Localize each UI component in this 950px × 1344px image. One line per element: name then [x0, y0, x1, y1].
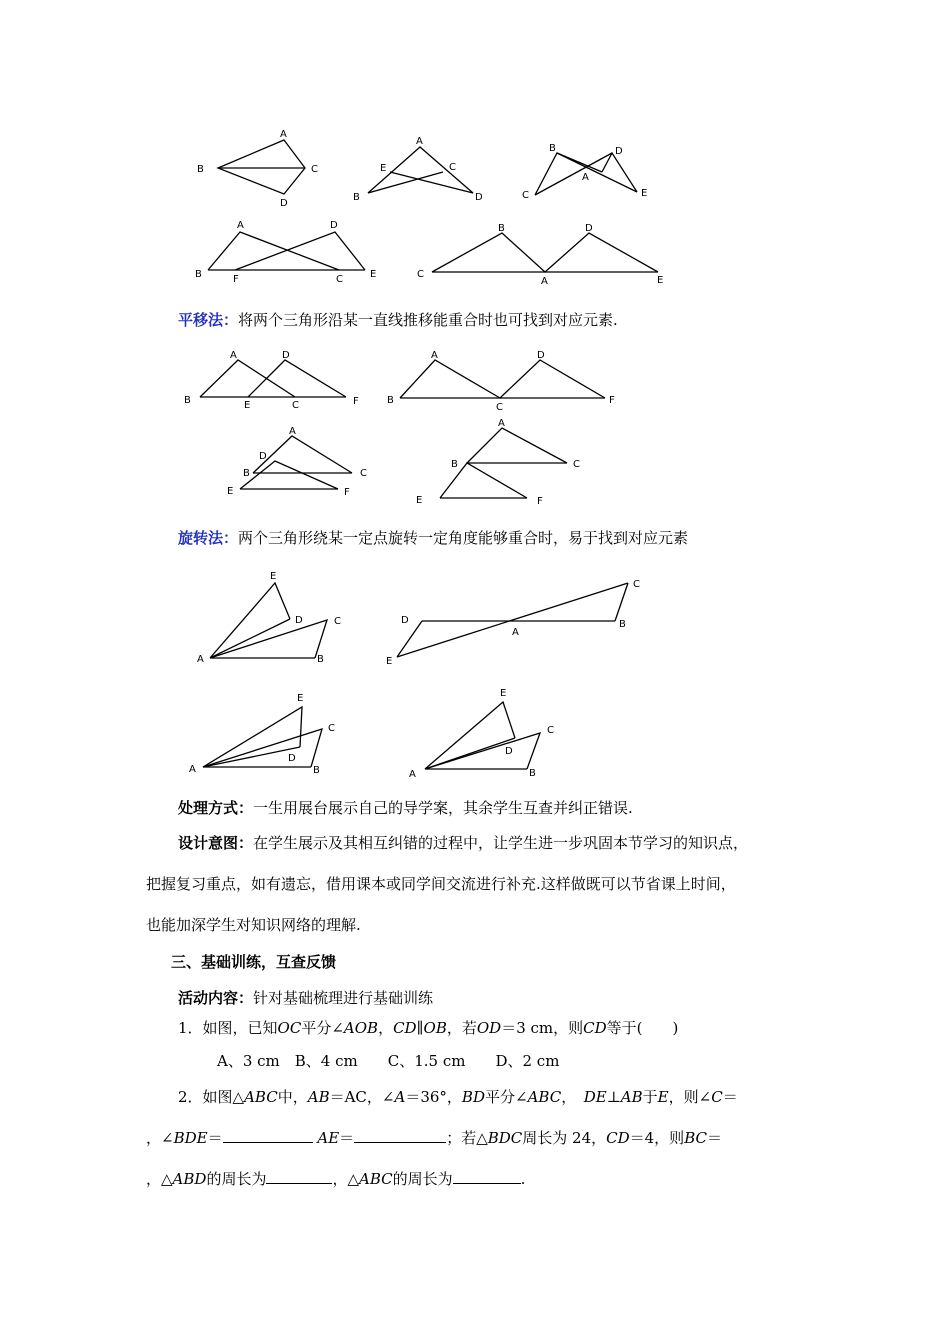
handling-label: 处理方式： [178, 799, 254, 817]
q2-var: A [394, 1088, 406, 1106]
label-c: C [417, 269, 424, 280]
q2-text: ＝4，则 [629, 1129, 685, 1147]
q1-var: AOB [343, 1019, 379, 1037]
answer-blank-bde[interactable] [223, 1128, 313, 1143]
label-d: D [259, 451, 267, 462]
q2-var: AB [307, 1088, 330, 1106]
label-b: B [313, 765, 320, 776]
q2-var: DE [583, 1088, 607, 1106]
figure-crossed-triangles-aebcd [345, 130, 495, 210]
rotation-label: 旋转法： [178, 529, 239, 547]
q2-text: ，则∠ [668, 1088, 712, 1106]
label-d: D [401, 615, 409, 626]
label-f: F [609, 395, 615, 406]
label-c: C [449, 162, 456, 173]
question-2-line-3 [146, 1169, 525, 1189]
translation-text: 将两个三角形沿某一直线推移能重合时也可找到对应元素. [238, 311, 618, 329]
label-c: C [633, 579, 640, 590]
label-b: B [549, 143, 556, 154]
label-a: A [498, 418, 505, 429]
label-c: C [360, 468, 367, 479]
q2-text: . [520, 1170, 526, 1188]
q2-var: AB [620, 1088, 643, 1106]
figure-vertical-angles-cdabe [385, 575, 655, 670]
label-a: A [541, 276, 548, 287]
q2-text: ＝ [207, 1129, 223, 1147]
label-b: B [619, 619, 626, 630]
label-c: C [336, 274, 343, 285]
figure-overlapping-rotation-ecdab [185, 685, 350, 780]
q2-text: ＝AC，∠ [329, 1088, 395, 1106]
figure-mountains-bdcae [410, 220, 680, 290]
label-e: E [416, 495, 423, 506]
q1-text: ＝3 cm，则 [501, 1019, 584, 1037]
label-b: B [197, 164, 204, 175]
q2-text: 2．如图△ [178, 1088, 245, 1106]
q2-text: ＝ [706, 1129, 722, 1147]
label-d: D [288, 753, 296, 764]
translation-label: 平移法： [178, 311, 239, 329]
answer-blank-ae[interactable] [354, 1128, 446, 1143]
label-b: B [529, 768, 536, 779]
label-a: A [431, 350, 438, 361]
q2-var: E [657, 1088, 669, 1106]
design-intent-line-2 [146, 874, 736, 894]
rotation-text: 两个三角形绕某一定点旋转一定角度能够重合时，易于找到对应元素 [238, 529, 689, 547]
activity-content [178, 988, 433, 1008]
q2-text: ＝ [339, 1129, 355, 1147]
section-heading-basic-training: 三、基础训练，互查反馈 [171, 953, 337, 971]
label-e: E [380, 163, 387, 174]
q2-text: 于 [642, 1088, 658, 1106]
q2-text: 的周长为 [392, 1170, 453, 1188]
q2-text: ， [561, 1088, 584, 1106]
q1-text: 平分∠ [301, 1019, 344, 1037]
label-a: A [237, 220, 244, 231]
q2-var: AE [317, 1129, 340, 1147]
q1-var: CD [583, 1019, 607, 1037]
label-d: D [280, 198, 288, 209]
label-d: D [505, 746, 513, 757]
q1-var: OB [423, 1019, 447, 1037]
q2-var: ABC [359, 1170, 393, 1188]
label-a: A [289, 426, 296, 437]
answer-blank-abc-perimeter[interactable] [453, 1169, 521, 1184]
design-intent-line-3 [146, 915, 361, 935]
label-d: D [615, 146, 623, 157]
answer-blank-abd-perimeter[interactable] [266, 1169, 332, 1184]
label-e: E [657, 275, 664, 286]
q2-text: ⊥ [606, 1088, 621, 1106]
label-b: B [184, 395, 191, 406]
q2-text: ，△ [332, 1170, 359, 1188]
q1-text: ∥ [416, 1019, 424, 1037]
q2-text: ＝36°， [405, 1088, 462, 1106]
q2-var: BDE [173, 1129, 208, 1147]
figure-rotation-example-ecdab [405, 680, 570, 780]
label-e: E [641, 188, 648, 199]
q1-text: 1．如图，已知 [178, 1019, 278, 1037]
label-a: A [280, 129, 287, 140]
label-c: C [334, 616, 341, 627]
activity-text: 针对基础梳理进行基础训练 [253, 989, 434, 1007]
label-b: B [451, 459, 458, 470]
rotation-method [178, 528, 688, 548]
q2-text: ；若△ [446, 1129, 488, 1147]
label-c: C [311, 164, 318, 175]
label-c: C [573, 459, 580, 470]
figure-rotated-triangles-edcab [195, 565, 355, 670]
q1-var: OD [476, 1019, 502, 1037]
label-e: E [244, 400, 251, 411]
label-b: B [317, 654, 324, 665]
q1-text: ， [378, 1019, 394, 1037]
q2-text: 周长为 24， [522, 1129, 607, 1147]
label-d: D [475, 192, 483, 203]
label-f: F [353, 396, 359, 407]
label-e: E [297, 693, 304, 704]
label-d: D [330, 220, 338, 231]
translation-method [178, 310, 618, 330]
label-d: D [585, 223, 593, 234]
figure-trapezoid-adbfce [190, 215, 390, 285]
q1-var: CD [393, 1019, 417, 1037]
label-a: A [189, 764, 196, 775]
label-a: A [582, 172, 589, 183]
design-text-1: 在学生展示及其相互纠错的过程中，让学生进一步巩固本节学习的知识点， [253, 834, 749, 852]
label-f: F [537, 496, 543, 507]
question-1-options: A、3 cm B、4 cm C、1.5 cm D、2 cm [217, 1052, 560, 1070]
label-a: A [230, 350, 237, 361]
label-c: C [547, 725, 554, 736]
label-d: D [282, 350, 290, 361]
label-e: E [370, 269, 377, 280]
design-text-2: 把握复习重点，如有遗忘，借用课本或同学间交流进行补充.这样做既可以节省课上时间， [146, 875, 736, 893]
label-a: A [409, 769, 416, 780]
q2-text: 的周长为 [206, 1170, 267, 1188]
activity-label: 活动内容： [178, 989, 254, 1007]
figure-vertical-shift-adbcef [225, 420, 380, 500]
label-b: B [498, 223, 505, 234]
label-a: A [197, 654, 204, 665]
figure-bowtie-bdace [515, 135, 665, 210]
q2-text: 中， [277, 1088, 308, 1106]
label-b: B [387, 395, 394, 406]
figure-quadrilateral-abcd [190, 125, 340, 210]
label-c: C [522, 190, 529, 201]
q2-var: C [711, 1088, 723, 1106]
q2-text: 平分∠ [484, 1088, 528, 1106]
handling-text: 一生用展台展示自己的导学案，其余学生互查并纠正错误. [253, 799, 633, 817]
design-intent-line-1 [178, 833, 748, 853]
q1-text: 等于( ) [606, 1019, 679, 1037]
figure-stacked-triangles-abcef [410, 415, 595, 510]
q2-var: ABC [527, 1088, 562, 1106]
label-b: B [195, 269, 202, 280]
design-text-3: 也能加深学生对知识网络的理解. [146, 916, 361, 934]
q2-var: ABC [244, 1088, 278, 1106]
q2-var: BC [684, 1129, 707, 1147]
q1-text: ，若 [446, 1019, 477, 1037]
q2-text: ＝ [722, 1088, 738, 1106]
question-1 [178, 1018, 678, 1038]
label-c: C [496, 402, 503, 413]
label-e: E [270, 571, 277, 582]
q2-text: ，∠ [146, 1129, 174, 1147]
label-d: D [537, 350, 545, 361]
q2-var: BD [461, 1088, 485, 1106]
figure-adjacent-triangles-adbcf [385, 345, 625, 415]
question-2-line-2 [146, 1128, 722, 1148]
label-c: C [292, 400, 299, 411]
label-d: D [295, 615, 303, 626]
label-e: E [500, 688, 507, 699]
label-c: C [328, 723, 335, 734]
figure-sliding-triangles-adbecf [180, 345, 370, 410]
label-e: E [227, 486, 234, 497]
q2-var: CD [606, 1129, 630, 1147]
label-b: B [353, 192, 360, 203]
design-label: 设计意图： [178, 834, 254, 852]
question-2-line-1 [178, 1087, 738, 1107]
q2-var: BDC [487, 1129, 523, 1147]
q2-text: ，△ [146, 1170, 173, 1188]
label-f: F [233, 274, 239, 285]
label-f: F [344, 487, 350, 498]
label-a: A [416, 136, 423, 147]
label-b: B [243, 468, 250, 479]
label-e: E [386, 656, 393, 667]
q2-var: ABD [172, 1170, 207, 1188]
q1-var: OC [277, 1019, 302, 1037]
handling-method [178, 798, 633, 818]
label-a: A [512, 627, 519, 638]
